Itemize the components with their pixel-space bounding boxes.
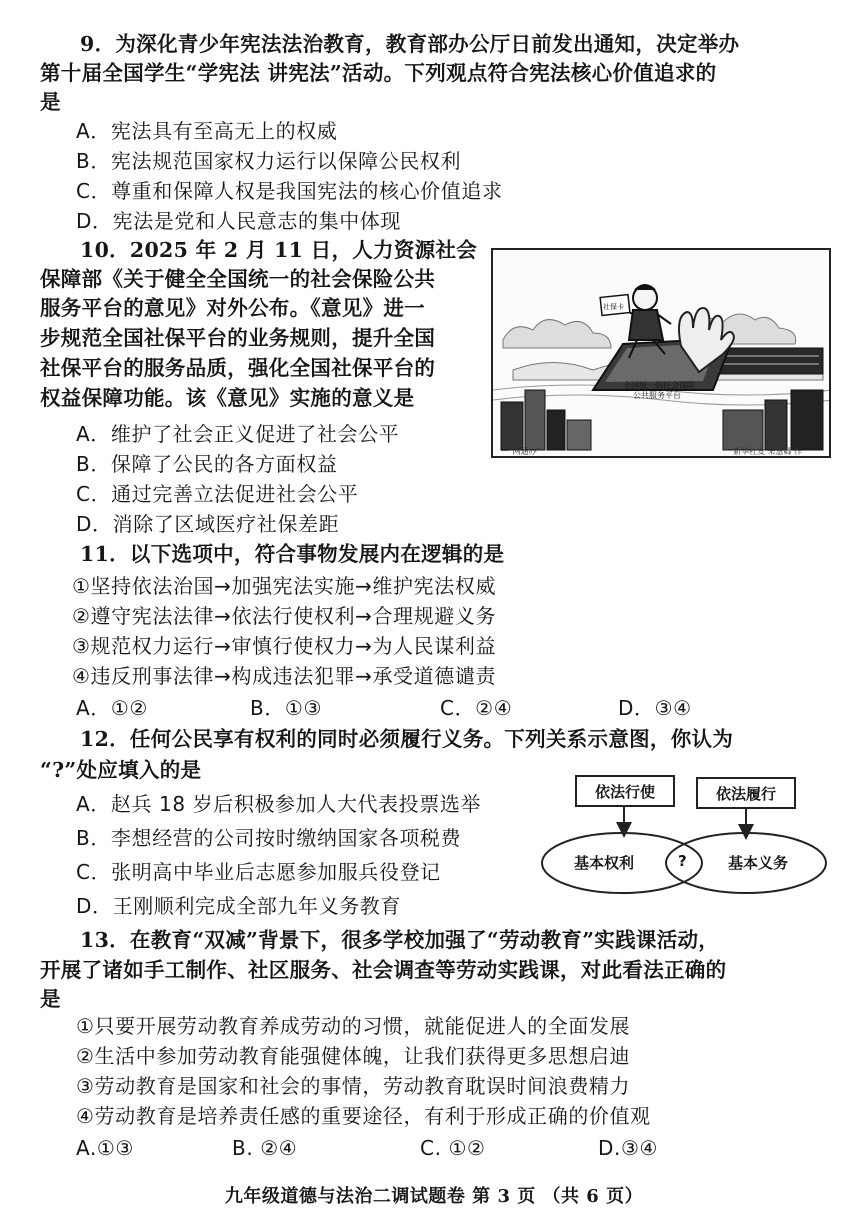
q13-statement-3: ③劳动教育是国家和社会的事情，劳动教育耽误时间浪费精力: [76, 1074, 631, 1098]
q10-stem-line-2: 保障部《关于健全全国统一的社会保险公共: [40, 267, 436, 291]
q12-option-d: D．王刚顺利完成全部九年义务教育: [76, 894, 401, 918]
q9-stem-line-2: 第十届全国学生“学宪法 讲宪法”活动。下列观点符合宪法核心价值追求的: [40, 61, 717, 85]
q11-option-b: B．①③: [250, 696, 322, 720]
building-right-2: [723, 410, 763, 450]
q11-stem: 11．以下选项中，符合事物发展内在逻辑的是: [80, 542, 505, 566]
social-security-cartoon: [491, 248, 831, 458]
q10-stem-line-5: 社保平台的服务品质，强化全国社保平台的: [40, 356, 436, 380]
q13-stem-line-3: 是: [40, 987, 61, 1011]
q10-stem-line-1: 10．2025 年 2 月 11 日，人力资源社会: [80, 238, 478, 262]
q11-option-a: A．①②: [76, 696, 148, 720]
q12-option-a: A．赵兵 18 岁后积极参加人大代表投票选举: [76, 792, 482, 816]
q13-option-d: D.③④: [598, 1136, 659, 1160]
q10-option-c: C．通过完善立法促进社会公平: [76, 482, 359, 506]
building-left-4: [567, 420, 591, 450]
q9-option-d: D．宪法是党和人民意志的集中体现: [76, 209, 401, 233]
diagram-box-exercise: 依法行使: [575, 775, 675, 807]
q10-stem-line-3: 服务平台的意见》对外公布。《意见》进一: [40, 296, 425, 320]
cloud-left: [503, 320, 611, 348]
q11-statement-3: ③规范权力运行→审慎行使权力→为人民谋利益: [72, 634, 497, 658]
platform-label-1: 全国统一的社会保险: [623, 381, 695, 390]
building-left-1: [501, 402, 523, 450]
q9-stem-line-3: 是: [40, 90, 61, 114]
q9-option-a: A．宪法具有至高无上的权威: [76, 119, 338, 143]
q11-option-c: C．②④: [440, 696, 513, 720]
building-left-2: [525, 390, 545, 450]
cartoon-illustration: [493, 250, 831, 458]
q12-option-c: C．张明高中毕业后志愿参加服兵役登记: [76, 860, 441, 884]
diagram-label-duties: 基本义务: [728, 854, 789, 872]
q13-option-b: B. ②④: [232, 1136, 298, 1160]
q9-stem-line-1: 9．为深化青少年宪法法治教育，教育部办公厅日前发出通知，决定举办: [80, 32, 740, 56]
q11-statement-4: ④违反刑事法律→构成违法犯罪→承受道德谴责: [72, 664, 497, 688]
q13-option-a: A.①③: [76, 1136, 134, 1160]
platform-label-2: 公共服务平台: [633, 391, 681, 400]
q12-stem-line-2: “?”处应填入的是: [40, 758, 202, 782]
diagram-label-unknown: ?: [678, 852, 687, 870]
q10-stem-line-4: 步规范全国社保平台的业务规则，提升全国: [40, 326, 436, 350]
building-right-1: [713, 348, 823, 374]
q10-option-d: D．消除了区域医疗社保差距: [76, 512, 340, 536]
building-right-4: [791, 390, 823, 450]
q10-option-b: B．保障了公民的各方面权益: [76, 452, 338, 476]
q10-option-a: A．维护了社会正义促进了社会公平: [76, 422, 400, 446]
q11-option-d: D．③④: [618, 696, 692, 720]
page-footer: 九年级道德与法治二调试题卷 第 3 页 （共 6 页）: [224, 1186, 644, 1207]
q9-option-b: B．宪法规范国家权力运行以保障公民权利: [76, 149, 462, 173]
q13-option-c: C. ①②: [420, 1136, 486, 1160]
q13-statement-1: ①只要开展劳动教育养成劳动的习惯，就能促进人的全面发展: [76, 1014, 631, 1038]
q13-statement-2: ②生活中参加劳动教育能强健体魄，让我们获得更多思想启迪: [76, 1044, 631, 1068]
q13-stem-line-2: 开展了诸如手工制作、社区服务、社会调查等劳动实践课，对此看法正确的: [40, 958, 727, 982]
q13-statement-4: ④劳动教育是培养责任感的重要途径，有利于形成正确的价值观: [76, 1104, 651, 1128]
q10-stem-line-6: 权益保障功能。该《意见》实施的意义是: [40, 386, 415, 410]
diagram-box-fulfill: 依法履行: [696, 777, 796, 809]
cartoon-credit: 新华社发 朱慧卿 作: [733, 447, 803, 456]
building-left-3: [547, 410, 565, 450]
q11-statement-2: ②遵守宪法法律→依法行使权利→合理规避义务: [72, 604, 497, 628]
q11-statement-1: ①坚持依法治国→加强宪法实施→维护宪法权威: [72, 574, 497, 598]
q12-stem-line-1: 12．任何公民享有权利的同时必须履行义务。下列关系示意图，你认为: [80, 727, 734, 751]
q13-stem-line-1: 13．在教育“双减”背景下，很多学校加强了“劳动教育”实践课活动，: [80, 928, 720, 952]
card-label: 社保卡: [603, 303, 624, 311]
cartoon-title: 一"网通办": [501, 447, 541, 456]
q9-option-c: C．尊重和保障人权是我国宪法的核心价值追求: [76, 179, 503, 203]
q12-option-b: B．李想经营的公司按时缴纳国家各项税费: [76, 826, 462, 850]
diagram-label-rights: 基本权利: [574, 854, 635, 872]
building-right-3: [765, 400, 787, 450]
